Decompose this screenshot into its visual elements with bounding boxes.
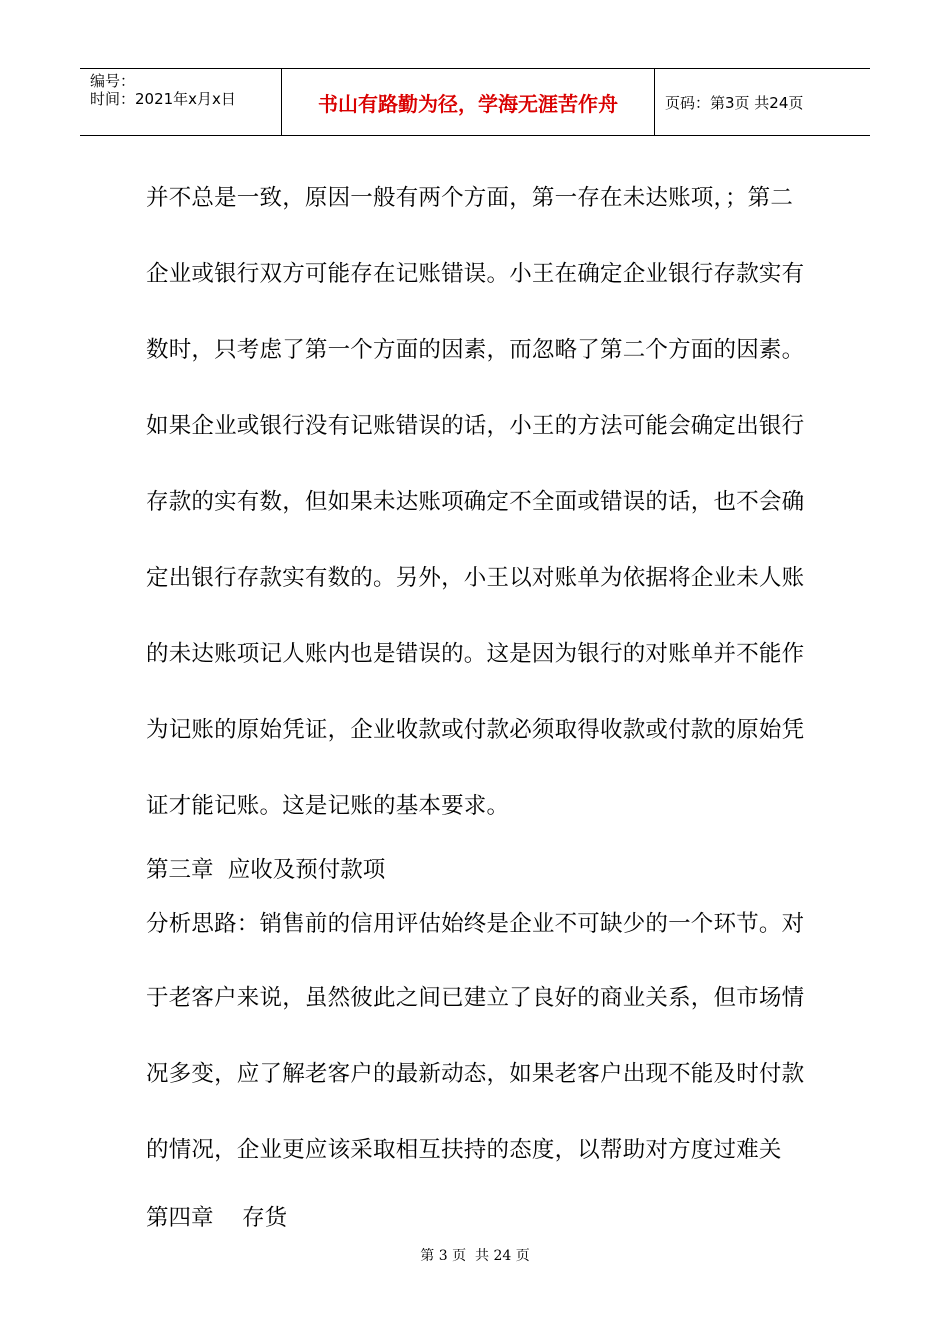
body-line: 如果企业或银行没有记账错误的话，小王的方法可能会确定出银行 xyxy=(146,413,805,439)
document-body xyxy=(146,160,816,1248)
chapter-4-heading: 第四章 存货 xyxy=(146,1205,288,1231)
chapter-3-heading: 第三章 应收及预付款项 xyxy=(146,857,386,883)
body-line: 况多变，应了解老客户的最新动态，如果老客户出现不能及时付款 xyxy=(146,1061,805,1087)
document-number-label: 编号： xyxy=(90,72,136,90)
header-motto: 书山有路勤为径，学海无涯苦作舟 xyxy=(282,69,655,135)
body-line: 并不总是一致，原因一般有两个方面，第一存在未达账项，；第二 xyxy=(146,185,794,211)
body-line: 数时，只考虑了第一个方面的因素，而忽略了第二个方面的因素。 xyxy=(146,337,805,363)
page-footer: 第 3 页 共 24 页 xyxy=(420,1248,530,1264)
body-line: 于老客户来说，虽然彼此之间已建立了良好的商业关系，但市场情 xyxy=(146,985,805,1011)
header-meta-cell xyxy=(80,69,282,135)
paragraph-analysis xyxy=(146,888,816,1188)
body-line: 分析思路：销售前的信用评估始终是企业不可缺少的一个环节。对 xyxy=(146,911,805,937)
body-line: 定出银行存款实有数的。另外，小王以对账单为依据将企业未人账 xyxy=(146,565,805,591)
body-line: 企业或银行双方可能存在记账错误。小王在确定企业银行存款实有 xyxy=(146,261,805,287)
body-line: 的未达账项记人账内也是错误的。这是因为银行的对账单并不能作 xyxy=(146,641,805,667)
body-line: 的情况，企业更应该采取相互扶持的态度，以帮助对方度过难关 xyxy=(146,1137,782,1163)
paragraph-bank-reconciliation xyxy=(146,160,816,844)
body-line: 存款的实有数，但如果未达账项确定不全面或错误的话，也不会确 xyxy=(146,489,805,515)
document-date: 时间：2021年x月x日 xyxy=(90,90,236,108)
header-page-code: 页码：第3页 共24页 xyxy=(665,93,804,112)
page-header xyxy=(80,68,870,136)
body-line: 证才能记账。这是记账的基本要求。 xyxy=(146,793,510,819)
body-line: 为记账的原始凭证，企业收款或付款必须取得收款或付款的原始凭 xyxy=(146,717,805,743)
